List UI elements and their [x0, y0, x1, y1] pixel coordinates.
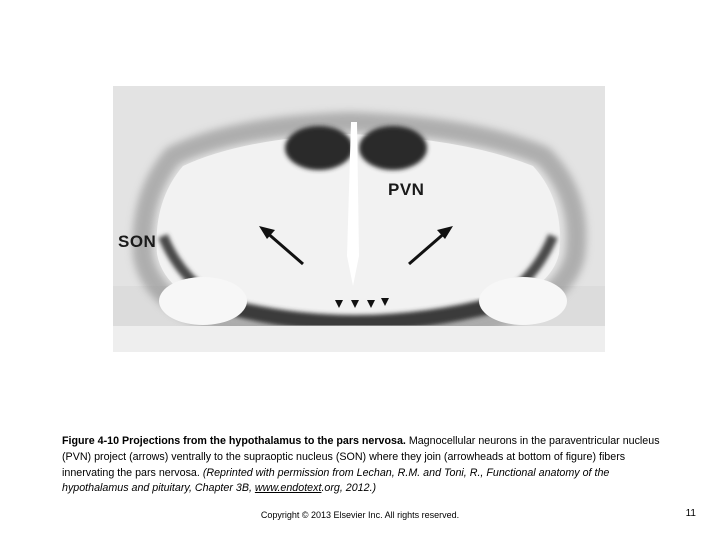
- figure-caption: [62, 434, 662, 497]
- caption-body: Magnocellular neurons in the paraventricular nucleus (PVN) project (arrows) ventrally to the supraoptic nucleus (SON) where they join (arrowheads at bottom of figure) fibers innervating the pars nervosa.: [62, 435, 660, 479]
- caption-credit-link[interactable]: www.endotext: [254, 482, 322, 495]
- son-label: SON: [118, 232, 157, 251]
- micrograph-image: [113, 86, 605, 352]
- copyright-footer: Copyright © 2013 Elsevier Inc. All rights reserved.: [260, 510, 460, 520]
- pvn-label: PVN: [388, 180, 425, 199]
- caption-credit-end: .org, 2012.): [321, 482, 377, 495]
- caption-title: Figure 4-10 Projections from the hypothalamus to the pars nervosa.: [62, 435, 406, 447]
- hypothalamus-micrograph: [113, 86, 605, 352]
- caption-credit-start: (Reprinted with permission from Lechan, R.M. and Toni, R., Functional anatomy of the hypothalamus and pituitary, Chapter 3B,: [62, 466, 610, 495]
- page-number: 11: [685, 508, 696, 519]
